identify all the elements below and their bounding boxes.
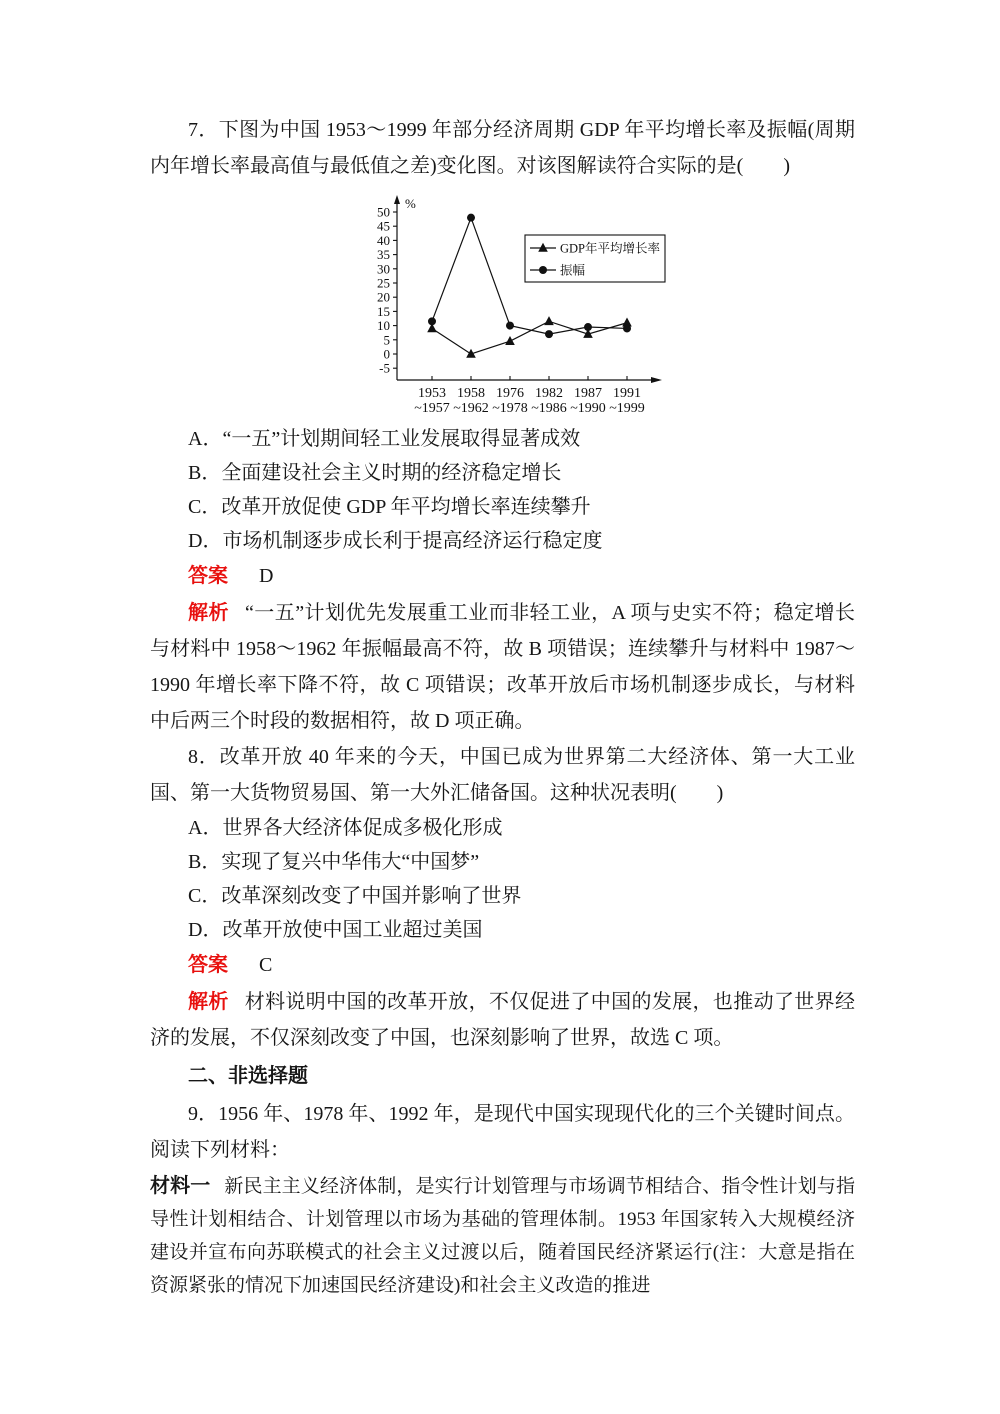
question-7-analysis (150, 595, 855, 739)
svg-text:振幅: 振幅 (560, 263, 586, 278)
section-2-heading: 二、非选择题 (188, 1065, 308, 1087)
svg-text:~1999: ~1999 (609, 401, 645, 416)
svg-text:~1978: ~1978 (492, 401, 528, 416)
analysis-label: 解析 (188, 991, 229, 1013)
svg-text:35: 35 (377, 247, 390, 263)
svg-text:5: 5 (383, 332, 390, 348)
answer-label: 答案 (188, 954, 228, 976)
question-7-option-a: A．“一五”计划期间轻工业发展取得显著成效 (188, 428, 581, 450)
material-1-label: 材料一 (150, 1175, 211, 1197)
question-8-analysis (150, 984, 855, 1056)
question-7-text: 7．下图为中国 1953～1999 年部分经济周期 GDP 年平均增长率及振幅(周期内年增长率最高值与最低值之差)变化图。对该图解读符合实际的是( ) (150, 119, 855, 177)
svg-text:30: 30 (377, 261, 390, 277)
svg-text:1987: 1987 (574, 386, 602, 401)
svg-text:~1986: ~1986 (531, 401, 567, 416)
line-chart-svg (367, 190, 669, 418)
svg-text:~1957: ~1957 (414, 401, 450, 416)
svg-text:1958: 1958 (457, 386, 485, 401)
svg-text:0: 0 (383, 346, 390, 362)
svg-text:10: 10 (377, 318, 390, 334)
question-7-answer-row (150, 559, 855, 594)
question-8-answer-row (150, 948, 855, 983)
question-8-option-d: D．改革开放使中国工业超过美国 (188, 919, 483, 941)
question-8-text: 8．改革开放 40 年来的今天，中国已成为世界第二大经济体、第一大工业国、第一大货物贸易国、第一大外汇储备国。这种状况表明( ) (150, 746, 855, 804)
analysis-label: 解析 (188, 602, 229, 624)
question-8-option-b: B．实现了复兴中华伟大“中国梦” (188, 851, 480, 873)
svg-text:1953: 1953 (418, 386, 446, 401)
svg-text:40: 40 (377, 232, 390, 248)
svg-text:25: 25 (377, 275, 390, 291)
svg-text:1991: 1991 (613, 386, 641, 401)
question-8-analysis-text: 材料说明中国的改革开放，不仅促进了中国的发展，也推动了世界经济的发展，不仅深刻改变了中国，也深刻影响了世界，故选 C 项。 (150, 991, 856, 1049)
question-7-option-d: D．市场机制逐步成长利于提高经济运行稳定度 (188, 530, 603, 552)
svg-text:~1990: ~1990 (570, 401, 606, 416)
svg-text:50: 50 (377, 204, 390, 220)
question-7-analysis-text: “一五”计划优先发展重工业而非轻工业，A 项与史实不符；稳定增长与材料中 1958～1962 年振幅最高不符，故 B 项错误；连续攀升与材料中 1987～1990 年增长率下降不符，故 C 项错误；改革开放后市场机制逐步成长，与材料中后两三个时段的数据相符，故 D 项正确。 (150, 602, 856, 732)
svg-text:-5: -5 (379, 360, 390, 376)
question-7-option-c: C．改革开放促使 GDP 年平均增长率连续攀升 (188, 496, 591, 518)
svg-text:~1962: ~1962 (453, 401, 489, 416)
svg-text:20: 20 (377, 289, 390, 305)
material-1-text: 新民主主义经济体制，是实行计划管理与市场调节相结合、指令性计划与指导性计划相结合、计划管理以市场为基础的管理体制。1953 年国家转入大规模经济建设并宣布向苏联模式的社会主义过渡以后，随着国民经济紧运行(注：大意是指在资源紧张的情况下加速国民经济建设)和社会主义改造的推进 (150, 1176, 855, 1296)
answer-label: 答案 (188, 565, 228, 587)
svg-text:%: % (405, 196, 416, 211)
svg-text:GDP年平均增长率: GDP年平均增长率 (560, 241, 661, 256)
question-9-text: 9．1956 年、1978 年、1992 年，是现代中国实现现代化的三个关键时间点。阅读下列材料： (150, 1103, 855, 1161)
svg-text:1976: 1976 (496, 386, 524, 401)
gdp-growth-amplitude-chart (367, 190, 669, 418)
question-8-option-a: A．世界各大经济体促成多极化形成 (188, 817, 503, 839)
question-7-answer-value: D (259, 565, 274, 587)
svg-text:45: 45 (377, 218, 390, 234)
svg-text:1982: 1982 (535, 386, 563, 401)
question-8-option-c: C．改革深刻改变了中国并影响了世界 (188, 885, 522, 907)
question-7-option-b: B．全面建设社会主义时期的经济稳定增长 (188, 462, 562, 484)
material-1-paragraph (150, 1170, 855, 1302)
svg-text:15: 15 (377, 303, 390, 319)
question-8-answer-value: C (259, 954, 273, 976)
